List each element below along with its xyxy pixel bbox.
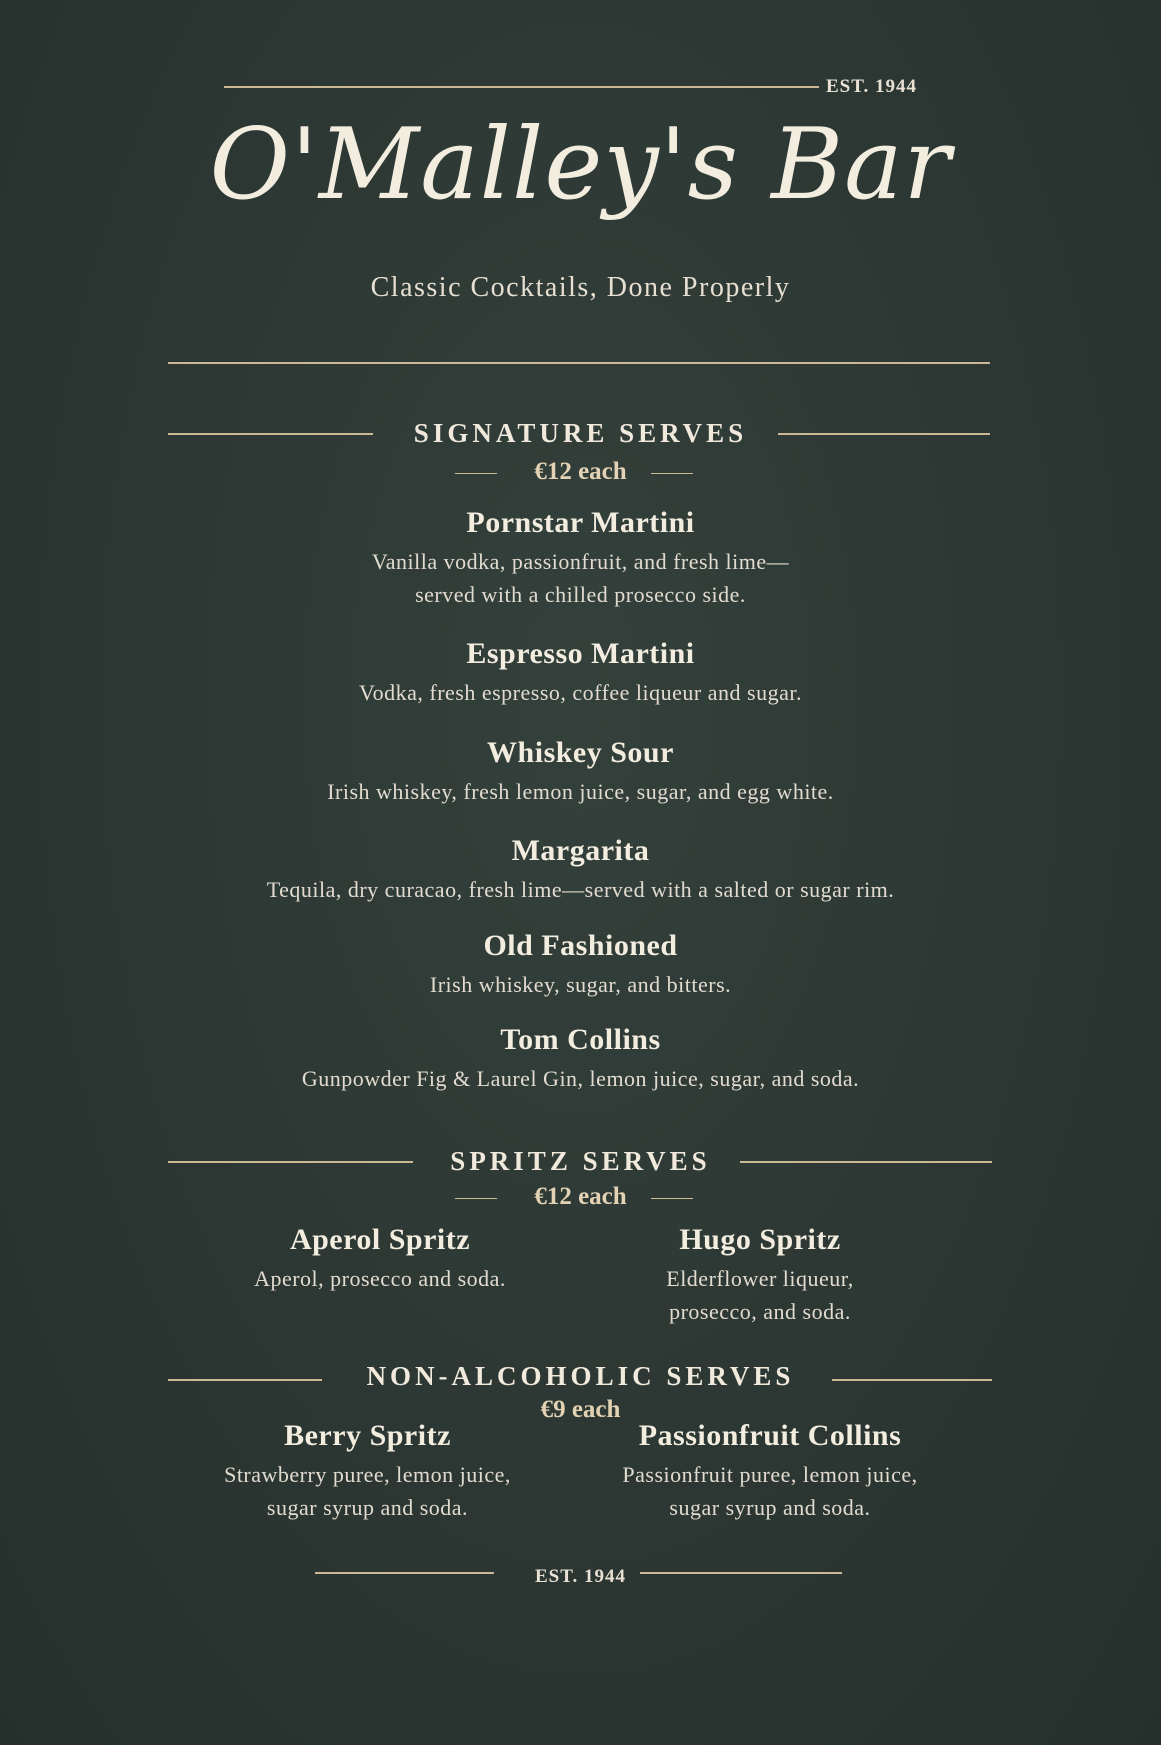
item-name: Pornstar Martini (466, 506, 695, 539)
item-name: Berry Spritz (284, 1419, 451, 1452)
item-description-line: Tequila, dry curacao, fresh lime—served with a salted or sugar rim. (266, 877, 895, 902)
menu-item (185, 1418, 550, 1524)
menu-item (0, 1022, 1161, 1095)
section-price-signature: €12 each (534, 458, 627, 485)
section-price-non-alcoholic: €9 each (540, 1396, 621, 1423)
menu-item (0, 505, 1161, 611)
item-description-line: Elderflower liqueur, (666, 1266, 854, 1291)
item-name: Espresso Martini (466, 637, 695, 670)
item-description-line: Strawberry puree, lemon juice, (224, 1462, 511, 1487)
item-description (0, 545, 1161, 611)
header-divider (168, 362, 990, 364)
menu-item (0, 833, 1161, 906)
item-name: Tom Collins (500, 1023, 661, 1056)
item-description-line: Aperol, prosecco and soda. (254, 1266, 506, 1291)
item-name: Hugo Spritz (679, 1223, 841, 1256)
menu-item (575, 1418, 965, 1524)
item-description-line: Passionfruit puree, lemon juice, (622, 1462, 918, 1487)
menu-item (590, 1222, 930, 1328)
item-description-line: Irish whiskey, sugar, and bitters. (429, 972, 732, 997)
item-description (590, 1262, 930, 1328)
item-description-line: sugar syrup and soda. (669, 1495, 871, 1520)
item-description-line: prosecco, and soda. (669, 1299, 851, 1324)
menu-item (210, 1222, 550, 1295)
item-description (0, 1062, 1161, 1095)
item-description-line: Gunpowder Fig & Laurel Gin, lemon juice, sugar, and soda. (301, 1066, 860, 1091)
item-name: Aperol Spritz (289, 1223, 471, 1256)
est-label-bottom: EST. 1944 (534, 1566, 626, 1587)
bar-title: O'Malley's Bar (209, 108, 952, 222)
est-label-top: EST. 1944 (826, 76, 918, 97)
item-description (0, 676, 1161, 709)
menu-item (0, 928, 1161, 1001)
item-description-line: Vodka, fresh espresso, coffee liqueur and sugar. (359, 680, 802, 705)
item-description (0, 775, 1161, 808)
section-heading-spritz: SPRITZ SERVES (450, 1146, 711, 1176)
bar-subtitle: Classic Cocktails, Done Properly (370, 272, 791, 303)
item-name: Margarita (511, 834, 650, 867)
item-description (575, 1458, 965, 1524)
item-description (0, 873, 1161, 906)
item-name: Whiskey Sour (487, 736, 674, 769)
header-rule-top (224, 86, 819, 88)
item-description-line: sugar syrup and soda. (266, 1495, 469, 1520)
item-description (185, 1458, 550, 1524)
item-description (0, 968, 1161, 1001)
item-description-line: Irish whiskey, fresh lemon juice, sugar, and egg white. (327, 779, 834, 804)
section-heading-signature: SIGNATURE SERVES (413, 418, 748, 448)
section-price-spritz: €12 each (534, 1183, 627, 1210)
menu-item (0, 735, 1161, 808)
item-name: Passionfruit Collins (638, 1419, 902, 1452)
item-description-line: Vanilla vodka, passionfruit, and fresh lime— (371, 549, 790, 574)
menu-item (0, 636, 1161, 709)
item-name: Old Fashioned (483, 929, 678, 962)
item-description-line: served with a chilled prosecco side. (415, 582, 746, 607)
section-heading-non-alcoholic: NON-ALCOHOLIC SERVES (366, 1361, 795, 1391)
item-description (210, 1262, 550, 1295)
